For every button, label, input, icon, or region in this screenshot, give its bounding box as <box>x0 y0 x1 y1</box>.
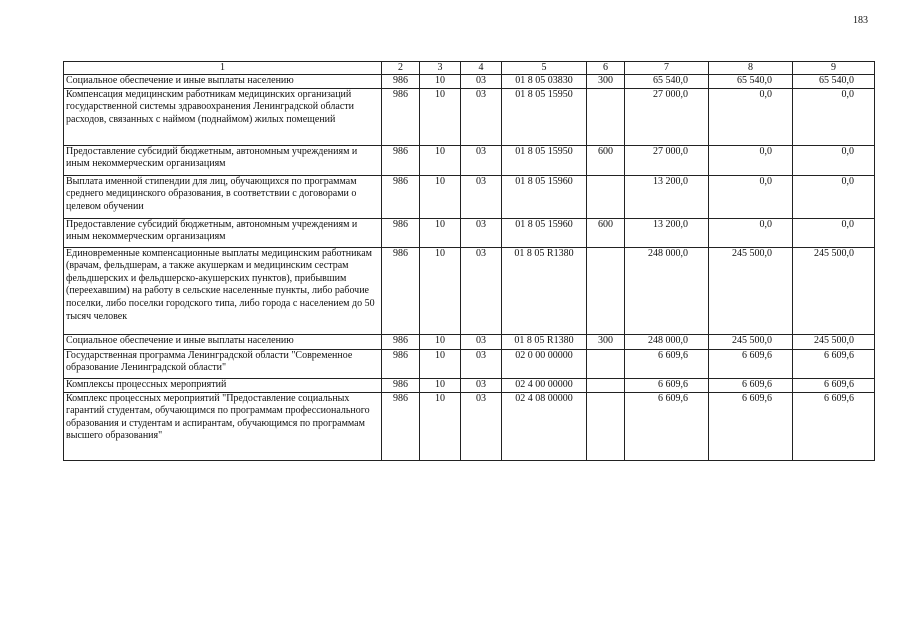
cell-amount-year3: 6 609,6 <box>793 378 875 392</box>
table-row <box>64 247 875 334</box>
cell-subsection: 03 <box>461 88 502 145</box>
cell-amount-year1: 6 609,6 <box>625 378 709 392</box>
row-name: Предоставление субсидий бюджетным, автономным учреждениям и иным некоммерческим организациям <box>64 145 382 175</box>
cell-expense-type <box>587 378 625 392</box>
header-cell: 3 <box>420 62 461 75</box>
cell-expense-type <box>587 349 625 378</box>
cell-amount-year2: 245 500,0 <box>709 247 793 334</box>
cell-amount-year2: 0,0 <box>709 88 793 145</box>
cell-amount-year1: 13 200,0 <box>625 175 709 218</box>
cell-subsection: 03 <box>461 349 502 378</box>
cell-section: 10 <box>420 349 461 378</box>
cell-amount-year2: 245 500,0 <box>709 334 793 349</box>
cell-subsection: 03 <box>461 145 502 175</box>
cell-admin-code: 986 <box>382 349 420 378</box>
cell-target-article: 01 8 05 15950 <box>502 145 587 175</box>
cell-amount-year3: 6 609,6 <box>793 392 875 460</box>
cell-expense-type: 600 <box>587 145 625 175</box>
cell-amount-year3: 0,0 <box>793 218 875 247</box>
cell-section: 10 <box>420 334 461 349</box>
cell-section: 10 <box>420 75 461 89</box>
cell-amount-year3: 245 500,0 <box>793 334 875 349</box>
header-cell: 8 <box>709 62 793 75</box>
cell-amount-year3: 0,0 <box>793 145 875 175</box>
cell-expense-type <box>587 247 625 334</box>
cell-subsection: 03 <box>461 247 502 334</box>
cell-subsection: 03 <box>461 378 502 392</box>
header-cell: 9 <box>793 62 875 75</box>
cell-admin-code: 986 <box>382 175 420 218</box>
cell-section: 10 <box>420 378 461 392</box>
cell-amount-year1: 6 609,6 <box>625 392 709 460</box>
header-cell: 7 <box>625 62 709 75</box>
row-name: Компенсация медицинским работникам медицинских организаций государственной системы здравоохранения Ленинградской области расходов, связанных с наймом (поднаймом) жилых помещений <box>64 88 382 145</box>
row-name: Выплата именной стипендии для лиц, обучающихся по программам среднего медицинского образования, в соответствии с договорами о целевом обучении <box>64 175 382 218</box>
cell-amount-year1: 248 000,0 <box>625 247 709 334</box>
cell-admin-code: 986 <box>382 145 420 175</box>
cell-amount-year1: 27 000,0 <box>625 88 709 145</box>
cell-amount-year2: 6 609,6 <box>709 378 793 392</box>
cell-admin-code: 986 <box>382 247 420 334</box>
cell-target-article: 01 8 05 15960 <box>502 175 587 218</box>
cell-section: 10 <box>420 392 461 460</box>
cell-amount-year2: 6 609,6 <box>709 392 793 460</box>
table-row <box>64 349 875 378</box>
cell-amount-year3: 245 500,0 <box>793 247 875 334</box>
row-name: Комплекс процессных мероприятий "Предоставление социальных гарантий студентам, обучающимся по программам профессионального образования и студентам и аспирантам, обучающимся по программам высшего образования" <box>64 392 382 460</box>
table-row <box>64 175 875 218</box>
table-row <box>64 218 875 247</box>
cell-amount-year2: 6 609,6 <box>709 349 793 378</box>
table-row <box>64 145 875 175</box>
cell-expense-type: 300 <box>587 75 625 89</box>
cell-admin-code: 986 <box>382 334 420 349</box>
cell-expense-type <box>587 175 625 218</box>
cell-target-article: 02 4 08 00000 <box>502 392 587 460</box>
cell-amount-year3: 0,0 <box>793 175 875 218</box>
cell-amount-year2: 0,0 <box>709 218 793 247</box>
cell-expense-type <box>587 88 625 145</box>
cell-amount-year1: 6 609,6 <box>625 349 709 378</box>
cell-section: 10 <box>420 218 461 247</box>
cell-amount-year3: 6 609,6 <box>793 349 875 378</box>
row-name: Социальное обеспечение и иные выплаты населению <box>64 75 382 89</box>
cell-section: 10 <box>420 88 461 145</box>
header-cell: 1 <box>64 62 382 75</box>
cell-section: 10 <box>420 175 461 218</box>
budget-table <box>63 61 875 461</box>
cell-admin-code: 986 <box>382 88 420 145</box>
cell-target-article: 01 8 05 R1380 <box>502 247 587 334</box>
cell-subsection: 03 <box>461 175 502 218</box>
row-name: Единовременные компенсационные выплаты медицинским работникам (врачам, фельдшерам, а также акушеркам и медицинским сестрам фельдшерских и фельдшерско-акушерских пунктов), прибывшим (переехавшим) на работу в сельские населенные пункты, либо рабочие поселки, либо поселки городского типа, либо города с населением до 50 тысяч человек <box>64 247 382 334</box>
table-row <box>64 75 875 89</box>
header-row <box>64 62 875 75</box>
cell-admin-code: 986 <box>382 392 420 460</box>
cell-admin-code: 986 <box>382 218 420 247</box>
cell-admin-code: 986 <box>382 75 420 89</box>
header-cell: 4 <box>461 62 502 75</box>
table-row <box>64 334 875 349</box>
cell-target-article: 02 4 00 00000 <box>502 378 587 392</box>
cell-target-article: 01 8 05 15960 <box>502 218 587 247</box>
cell-amount-year1: 13 200,0 <box>625 218 709 247</box>
cell-subsection: 03 <box>461 75 502 89</box>
cell-section: 10 <box>420 247 461 334</box>
cell-expense-type: 600 <box>587 218 625 247</box>
table-row <box>64 88 875 145</box>
cell-subsection: 03 <box>461 218 502 247</box>
table-body <box>64 75 875 461</box>
row-name: Комплексы процессных мероприятий <box>64 378 382 392</box>
cell-admin-code: 986 <box>382 378 420 392</box>
row-name: Предоставление субсидий бюджетным, автономным учреждениям и иным некоммерческим организациям <box>64 218 382 247</box>
cell-target-article: 02 0 00 00000 <box>502 349 587 378</box>
table-row <box>64 378 875 392</box>
cell-expense-type <box>587 392 625 460</box>
cell-amount-year3: 65 540,0 <box>793 75 875 89</box>
cell-amount-year3: 0,0 <box>793 88 875 145</box>
table-row <box>64 392 875 460</box>
cell-amount-year1: 248 000,0 <box>625 334 709 349</box>
header-cell: 5 <box>502 62 587 75</box>
cell-amount-year2: 65 540,0 <box>709 75 793 89</box>
cell-target-article: 01 8 05 03830 <box>502 75 587 89</box>
row-name: Государственная программа Ленинградской области "Современное образование Ленинградской области" <box>64 349 382 378</box>
cell-expense-type: 300 <box>587 334 625 349</box>
cell-amount-year2: 0,0 <box>709 175 793 218</box>
page-number: 183 <box>853 15 868 26</box>
header-cell: 2 <box>382 62 420 75</box>
header-cell: 6 <box>587 62 625 75</box>
cell-target-article: 01 8 05 R1380 <box>502 334 587 349</box>
cell-amount-year1: 65 540,0 <box>625 75 709 89</box>
cell-amount-year1: 27 000,0 <box>625 145 709 175</box>
cell-subsection: 03 <box>461 392 502 460</box>
row-name: Социальное обеспечение и иные выплаты населению <box>64 334 382 349</box>
cell-amount-year2: 0,0 <box>709 145 793 175</box>
cell-target-article: 01 8 05 15950 <box>502 88 587 145</box>
cell-subsection: 03 <box>461 334 502 349</box>
cell-section: 10 <box>420 145 461 175</box>
